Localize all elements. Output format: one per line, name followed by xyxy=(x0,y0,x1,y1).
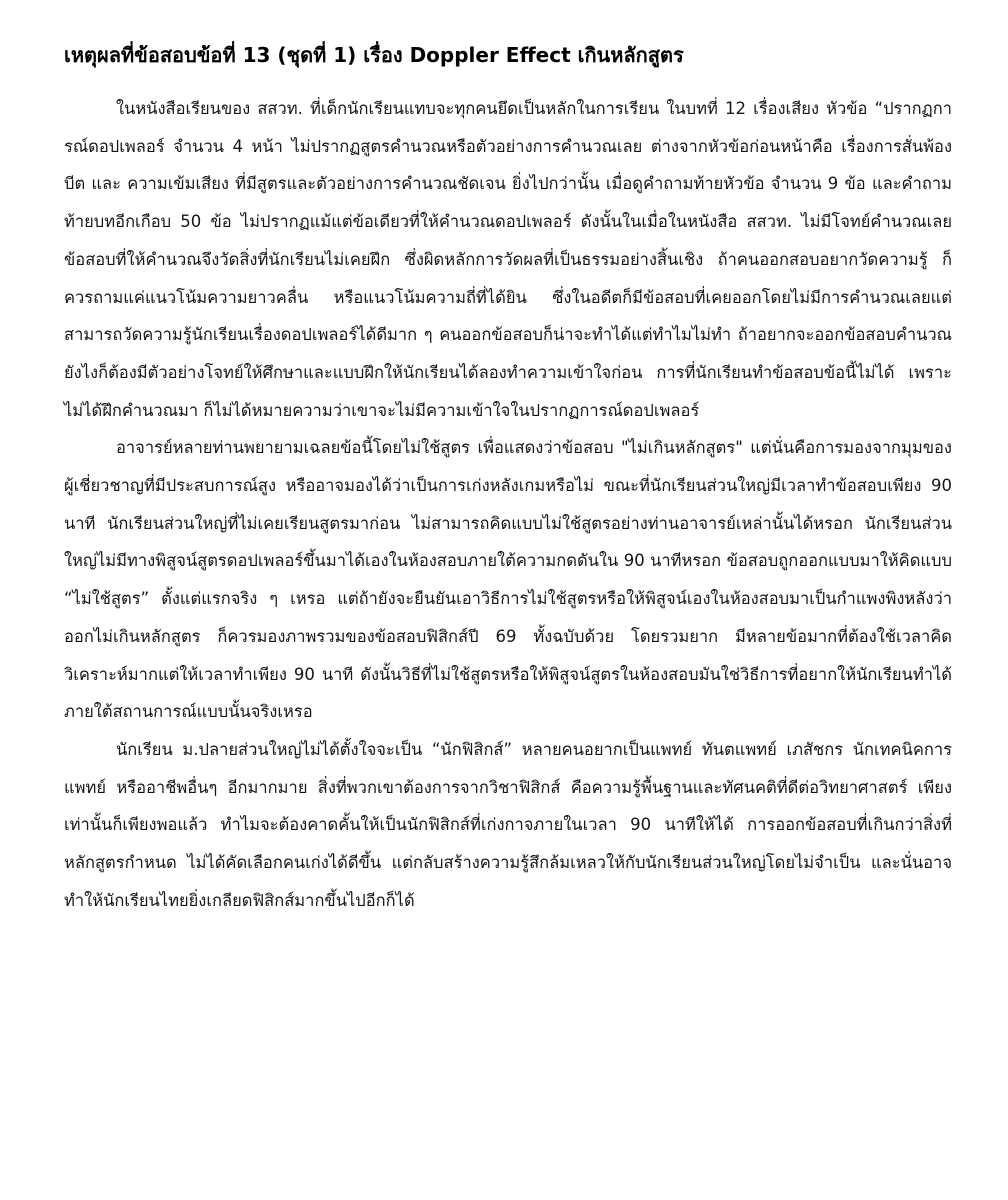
paragraph-student-perspective: นักเรียน ม.ปลายส่วนใหญ่ไม่ได้ตั้งใจจะเป็น “นักฟิสิกส์” หลายคนอยากเป็นแพทย์ ทันตแพทย์ เภสัชกร นักเทคนิคการแพทย์ หรืออาชีพอื่นๆ อีกมากมาย สิ่งที่พวกเขาต้องการจากวิชาฟิสิกส์ คือความรู้พื้นฐานและทัศนคติที่ดีต่อวิทยาศาสตร์ เพียงเท่านั้นก็เพียงพอแล้ว ทำไมจะต้องคาดคั้นให้เป็นนักฟิสิกส์ที่เก่งกาจภายในเวลา 90 นาทีให้ได้ การออกข้อสอบที่เกินกว่าสิ่งที่หลักสูตรกำหนด ไม่ได้คัดเลือกคนเก่งได้ดีขึ้น แต่กลับสร้างความรู้สึกล้มเหลวให้กับนักเรียนส่วนใหญ่โดยไม่จำเป็น และนั่นอาจทำให้นักเรียนไทยยิ่งเกลียดฟิสิกส์มากขึ้นไปอีกก็ได้ xyxy=(64,739,952,910)
paragraph-textbook-analysis: ในหนังสือเรียนของ สสวท. ที่เด็กนักเรียนแทบจะทุกคนยึดเป็นหลักในการเรียน ในบทที่ 12 เรื่องเสียง หัวข้อ “ปรากฏการณ์ดอปเพลอร์ จำนวน 4 หน้า ไม่ปรากฏสูตรคำนวณหรือตัวอย่างการคำนวณเลย ต่างจากหัวข้อก่อนหน้าคือ เรื่องการสั่นพ้อง บีต และ ความเข้มเสียง ที่มีสูตรและตัวอย่างการคำนวณชัดเจน ยิ่งไปกว่านั้น เมื่อดูคำถามท้ายหัวข้อ จำนวน 9 ข้อ และคำถามท้ายบทอีกเกือบ 50 ข้อ ไม่ปรากฏแม้แต่ข้อเดียวที่ให้คำนวณดอปเพลอร์ ดังนั้นในเมื่อในหนังสือ สสวท. ไม่มีโจทย์คำนวณเลย ข้อสอบที่ให้คำนวณจึงวัดสิ่งที่นักเรียนไม่เคยฝึก ซึ่งผิดหลักการวัดผลที่เป็นธรรมอย่างสิ้นเชิง ถ้าคนออกสอบอยากวัดความรู้ ก็ควรถามแค่แนวโน้มความยาวคลื่น หรือแนวโน้มความถี่ที่ได้ยิน ซึ่งในอดีตก็มีข้อสอบที่เคยออกโดยไม่มีการคำนวณเลยแต่สามารถวัดความรู้นักเรียนเรื่องดอปเพลอร์ได้ดีมาก ๆ คนออกข้อสอบก็น่าจะทำได้แต่ทำไมไม่ทำ ถ้าอยากจะออกข้อสอบคำนวณยังไงก็ต้องมีตัวอย่างโจทย์ให้ศึกษาและแบบฝึกให้นักเรียนได้ลองทำความเข้าใจก่อน การที่นักเรียนทำข้อสอบข้อนี้ไม่ได้ เพราะไม่ได้ฝึกคำนวณมา ก็ไม่ได้หมายความว่าเขาจะไม่มีความเข้าใจในปรากฏการณ์ดอปเพลอร์ xyxy=(64,99,952,420)
document-title: เหตุผลที่ข้อสอบข้อที่ 13 (ชุดที่ 1) เรื่อง Doppler Effect เกินหลักสูตร xyxy=(64,43,684,67)
paragraph-no-formula-argument: อาจารย์หลายท่านพยายามเฉลยข้อนี้โดยไม่ใช้สูตร เพื่อแสดงว่าข้อสอบ "ไม่เกินหลักสูตร" แต่นั่นคือการมองจากมุมของผู้เชี่ยวชาญที่มีประสบการณ์สูง หรืออาจมองได้ว่าเป็นการเก่งหลังเกมหรือไม่ ขณะที่นักเรียนส่วนใหญ่มีเวลาทำข้อสอบเพียง 90 นาที นักเรียนส่วนใหญ่ที่ไม่เคยเรียนสูตรมาก่อน ไม่สามารถคิดแบบไม่ใช้สูตรอย่างท่านอาจารย์เหล่านั้นได้หรอก นักเรียนส่วนใหญ่ไม่มีทางพิสูจน์สูตรดอปเพลอร์ขึ้นมาได้เองในห้องสอบภายใต้ความกดดันใน 90 นาทีหรอก ข้อสอบถูกออกแบบมาให้คิดแบบ “ไม่ใช้สูตร” ตั้งแต่แรกจริง ๆ เหรอ แต่ถ้ายังจะยืนยันเอาวิธีการไม่ใช้สูตรหรือให้พิสูจน์เองในห้องสอบมาเป็นกำแพงพิงหลังว่าออกไม่เกินหลักสูตร ก็ควรมองภาพรวมของข้อสอบฟิสิกส์ปี 69 ทั้งฉบับด้วย โดยรวมยาก มีหลายข้อมากที่ต้องใช้เวลาคิดวิเคราะห์มากแต่ให้เวลาทำเพียง 90 นาที ดังนั้นวิธีที่ไม่ใช้สูตรหรือให้พิสูจน์สูตรในห้องสอบมันใช่วิธีการที่อยากให้นักเรียนทำได้ภายใต้สถานการณ์แบบนั้นจริงเหรอ xyxy=(64,438,952,722)
